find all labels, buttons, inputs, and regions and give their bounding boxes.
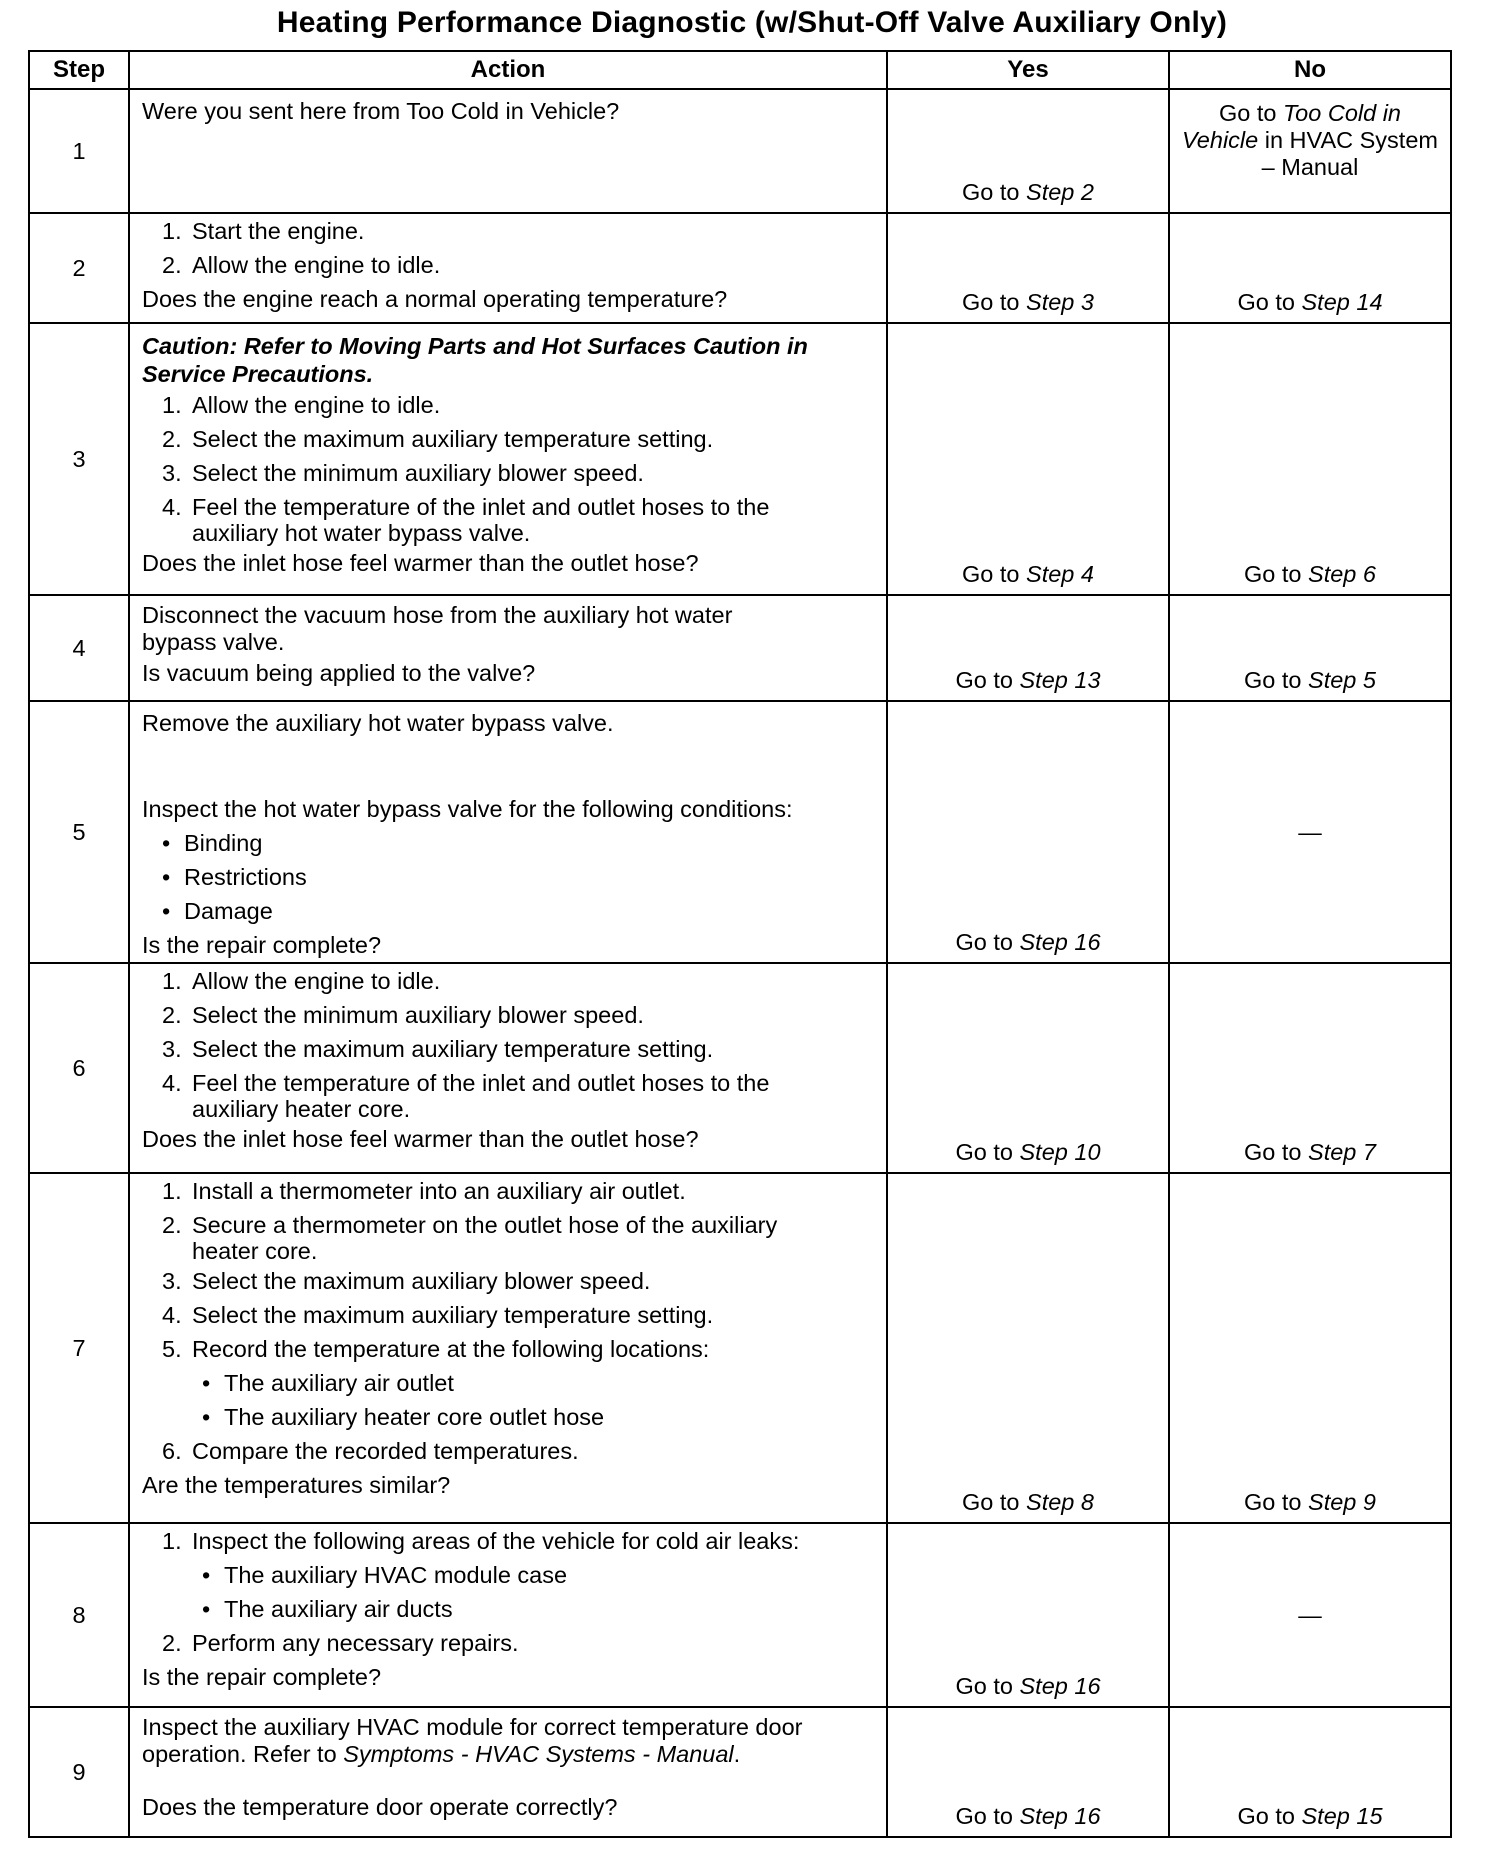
no-cell: Go to Step 14	[1169, 213, 1451, 323]
yes-cell: Go to Step 3	[887, 213, 1169, 323]
yes-cell: Go to Step 16	[887, 1707, 1169, 1837]
dash: —	[1298, 1601, 1322, 1628]
step-number: 8	[29, 1523, 129, 1707]
step-link[interactable]: Step 16	[1019, 929, 1101, 955]
yes-cell: Go to Step 16	[887, 1523, 1169, 1707]
step-link[interactable]: Step 10	[1019, 1139, 1101, 1165]
yes-cell: Go to Step 4	[887, 323, 1169, 595]
question: Is the repair complete?	[142, 932, 382, 958]
question: Is the repair complete?	[142, 1664, 382, 1690]
no-cell	[1169, 701, 1451, 963]
step-number: 2	[29, 213, 129, 323]
step-link[interactable]: Step 5	[1308, 667, 1376, 693]
question: Does the inlet hose feel warmer than the outlet hose?	[142, 1126, 699, 1152]
step-link[interactable]: Step 9	[1308, 1489, 1376, 1515]
step-number: 6	[29, 963, 129, 1173]
step-link[interactable]: Step 7	[1308, 1139, 1376, 1165]
table-row	[29, 323, 1451, 595]
question: Does the engine reach a normal operating temperature?	[142, 286, 728, 312]
table-row	[29, 1707, 1451, 1837]
question: Is vacuum being applied to the valve?	[142, 660, 536, 686]
step-link[interactable]: Step 2	[1026, 179, 1094, 205]
step-number: 9	[29, 1707, 129, 1837]
step-link[interactable]: Step 15	[1301, 1803, 1383, 1829]
table-row	[29, 213, 1451, 323]
no-cell: Go to Step 7	[1169, 963, 1451, 1173]
table-row	[29, 1173, 1451, 1523]
step-link[interactable]: Step 16	[1019, 1803, 1101, 1829]
step-number: 1	[29, 89, 129, 213]
table-row	[29, 1523, 1451, 1707]
header-row	[29, 51, 1451, 89]
question: Were you sent here from Too Cold in Vehicle?	[142, 98, 620, 124]
action-cell: Caution: Refer to Moving Parts and Hot Surfaces Caution in Service Precautions. 1. Allow the engine to idle. 2. Select the maximum auxiliary temperature setting. 3. Select the minimum auxiliary blower speed. 4. Feel the temperature of the inlet and outlet hoses to the auxiliary hot water bypass valve. Does the inlet hose feel warmer than the outlet hose?	[129, 323, 887, 595]
list-item: • The auxiliary air outlet	[202, 1370, 454, 1396]
table-row	[29, 595, 1451, 701]
yes-cell: Go to Step 2	[887, 89, 1169, 213]
table-row	[29, 701, 1451, 963]
list-item: • Binding	[162, 830, 263, 856]
action-cell: Disconnect the vacuum hose from the auxiliary hot water bypass valve. Is vacuum being applied to the valve?	[129, 595, 887, 701]
step-link[interactable]: Step 4	[1026, 561, 1094, 587]
yes-cell: Go to Step 8	[887, 1173, 1169, 1523]
diagnostic-table	[28, 50, 1452, 1838]
step-number: 7	[29, 1173, 129, 1523]
step-link[interactable]: Step 6	[1308, 561, 1376, 587]
action-cell: 1. Allow the engine to idle. 2. Select the minimum auxiliary blower speed. 3. Select the maximum auxiliary temperature setting. 4. Feel the temperature of the inlet and outlet hoses to the auxiliary heater core. Does the inlet hose feel warmer than the outlet hose?	[129, 963, 887, 1173]
yes-cell: Go to Step 13	[887, 595, 1169, 701]
action-cell: 1. Inspect the following areas of the vehicle for cold air leaks: • The auxiliary HVAC module case • The auxiliary air ducts 2. Perform any necessary repairs. Is the repair complete?	[129, 1523, 887, 1707]
step-number: 4	[29, 595, 129, 701]
page-title: Heating Performance Diagnostic (w/Shut-Off Valve Auxiliary Only)	[276, 6, 1228, 39]
question: Does the temperature door operate correctly?	[142, 1794, 618, 1820]
step-link[interactable]: Step 14	[1301, 289, 1383, 315]
action-cell	[129, 89, 887, 213]
header-no: No	[1169, 51, 1451, 89]
no-cell: Go to Step 6	[1169, 323, 1451, 595]
list-item: • The auxiliary heater core outlet hose	[202, 1404, 605, 1430]
table-row	[29, 89, 1451, 213]
action-cell: 1. Install a thermometer into an auxiliary air outlet. 2. Secure a thermometer on the outlet hose of the auxiliary heater core. 3. Select the maximum auxiliary blower speed. 4. Select the maximum auxiliary temperature setting. 5. Record the temperature at the following locations: • The auxiliary air outlet • The auxiliary heater core outlet hose 6. Compare the recorded temperatures. Are the temperatures similar?	[129, 1173, 887, 1523]
step-link[interactable]: Step 13	[1019, 667, 1101, 693]
step-link[interactable]: Step 8	[1026, 1489, 1094, 1515]
no-cell	[1169, 1523, 1451, 1707]
list-item: • Damage	[162, 898, 273, 924]
question: Are the temperatures similar?	[142, 1472, 451, 1498]
step-link[interactable]: Step 3	[1026, 289, 1094, 315]
action-cell: Inspect the auxiliary HVAC module for correct temperature door operation. Refer to Symptoms - HVAC Systems - Manual. Does the temperature door operate correctly?	[129, 1707, 887, 1837]
no-cell: Go to Step 15	[1169, 1707, 1451, 1837]
step-link[interactable]: Step 16	[1019, 1673, 1101, 1699]
yes-cell: Go to Step 16	[887, 701, 1169, 963]
yes-cell: Go to Step 10	[887, 963, 1169, 1173]
step-number: 5	[29, 701, 129, 963]
list-item: • Restrictions	[162, 864, 307, 890]
question: Does the inlet hose feel warmer than the outlet hose?	[142, 550, 699, 576]
step-number: 3	[29, 323, 129, 595]
list-item: • The auxiliary HVAC module case	[202, 1562, 568, 1588]
header-yes: Yes	[887, 51, 1169, 89]
header-step: Step	[29, 51, 129, 89]
caution-note: Caution: Refer to Moving Parts and Hot Surfaces Caution in Service Precautions.	[142, 333, 808, 387]
symptoms-link[interactable]: Symptoms - HVAC Systems - Manual	[343, 1741, 734, 1767]
too-cold-link[interactable]: Too Cold in Vehicle	[1182, 100, 1402, 153]
action-cell: 1. Start the engine. 2. Allow the engine to idle. Does the engine reach a normal operating temperature?	[129, 213, 887, 323]
dash: —	[1298, 818, 1322, 845]
no-cell: Go to Too Cold in Vehicle in HVAC System – Manual	[1169, 89, 1451, 213]
no-cell: Go to Step 9	[1169, 1173, 1451, 1523]
action-cell: Remove the auxiliary hot water bypass valve. Inspect the hot water bypass valve for the following conditions: • Binding • Restrictions • Damage Is the repair complete?	[129, 701, 887, 963]
header-action: Action	[129, 51, 887, 89]
list-item: • The auxiliary air ducts	[202, 1596, 453, 1622]
no-cell: Go to Step 5	[1169, 595, 1451, 701]
table-row	[29, 963, 1451, 1173]
